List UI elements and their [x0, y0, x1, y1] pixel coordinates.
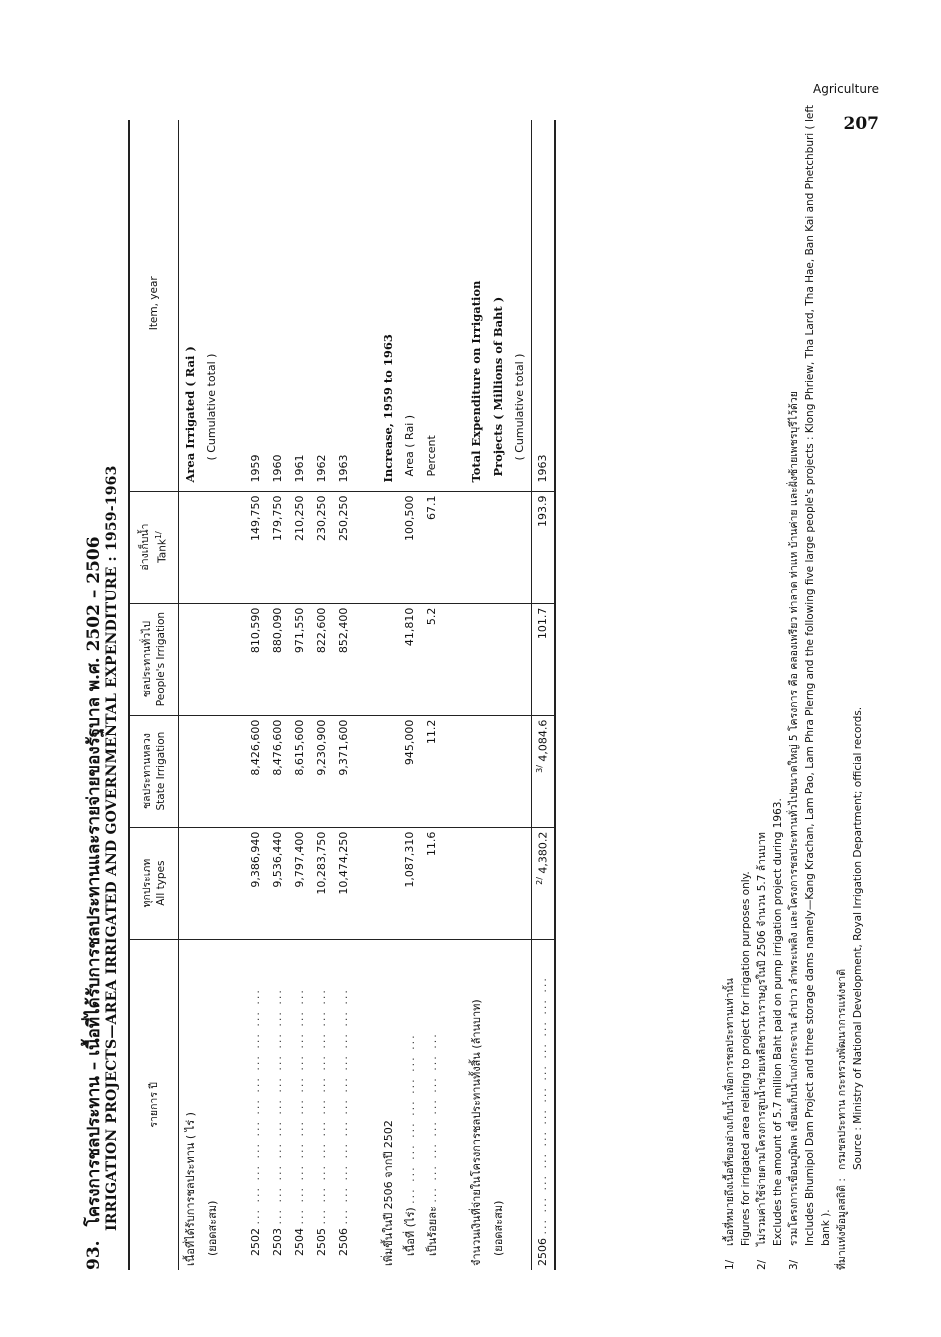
footnote-mark: 2/ [756, 1259, 768, 1270]
source-thai [834, 80, 850, 1270]
footnote-english: Excludes the amount of 5.7 million Baht paid on pump irrigation project during 1963. [772, 798, 784, 1246]
footnote-thai: เนื้อที่หมายถึงเนื้อที่ของอ่างเก็บน้ำเพื่อการชลประทานเท่านั้น [724, 978, 736, 1246]
row-label-english: Percent [421, 120, 443, 491]
title-english [104, 60, 120, 1270]
cell-state: 945,000 [399, 715, 421, 827]
source-english: Source : Ministry of National Development, Royal Irrigation Department; official records. [852, 706, 864, 1170]
cell-all-types: 9,536,440 [267, 827, 289, 939]
table-row: 2504 ... ... ... ... ... ... ... ... ... ... ... 9,797,400 8,615,600 971,550 210,250 1961 [289, 120, 311, 1270]
year-english: 1962 [311, 120, 333, 491]
col-all-types-english: All types [154, 860, 167, 906]
cell-state [531, 715, 555, 827]
col-tank-english: Tank [156, 539, 169, 563]
cell-people: 810,590 [245, 603, 267, 715]
footnotes [722, 80, 866, 1270]
cell-state: 9,371,600 [333, 715, 355, 827]
footnote-mark: 1/ [724, 1259, 736, 1270]
year-thai: 2505 [315, 1228, 328, 1256]
expenditure-subtitle-english: ( Cumulative total ) [509, 120, 532, 491]
cell-people: 971,550 [289, 603, 311, 715]
expenditure-title-thai: จำนวนเงินที่จ่ายในโครงการชลประทานทั้งสิ้น (ล้านบาท) [469, 999, 483, 1266]
footnote-english: Figures for irrigated area relating to project for irrigation purposes only. [740, 871, 752, 1246]
footnote-mark: 2/ [535, 877, 545, 885]
section-title-row [377, 120, 399, 1270]
year-english: 1960 [267, 120, 289, 491]
table-row: 2503 ... ... ... ... ... ... ... ... ... ... ... 9,536,440 8,476,600 880,090 179,750 1960 [267, 120, 289, 1270]
cell-tank: 179,750 [267, 491, 289, 603]
cell-all-types: 9,797,400 [289, 827, 311, 939]
row-label-english: Area ( Rai ) [399, 120, 421, 491]
section-subtitle-row [509, 120, 532, 1270]
section-header: Agriculture [813, 82, 879, 96]
cell-all-types: 11.6 [421, 827, 443, 939]
source-text-thai: กรมชลประทาน กระทรวงพัฒนาการแห่งชาติ [836, 968, 848, 1170]
table-row: 2506 ... ... ... ... ... ... ... ... ... ... ... 10,474,250 9,371,600 852,400 250,250 1963 [333, 120, 355, 1270]
section-subtitle-row [201, 120, 223, 1270]
year-thai: 2506 [337, 1228, 350, 1256]
footnote-thai: ไม่รวมค่าใช้จ่ายตามโครงการสูบน้ำช่วยเหลือชาวนาราษฎรในปี 2506 จำนวน 5.7 ล้านบาท [756, 832, 768, 1246]
col-state-thai: ชลประทานหลวง [140, 733, 153, 810]
cell-tank: 149,750 [245, 491, 267, 603]
title-thai-text: โครงการชลประทาน – เนื้อที่ได้รับการชลประทานและรายจ่ายของรัฐบาล พ.ศ. 2502 – 2506 [84, 536, 104, 1227]
cell-tank: 100,500 [399, 491, 421, 603]
row-label-thai: เป็นร้อยละ [425, 1206, 439, 1256]
cell-all-types: 9,386,940 [245, 827, 267, 939]
value: 4,084.6 [536, 719, 550, 762]
col-people-thai: ชลประทานทั่วไป [140, 620, 153, 698]
table-row: 2502 ... ... ... ... ... ... ... ... ... ... ... 9,386,940 8,426,600 810,590 149,750 1959 [245, 120, 267, 1270]
tank-footnote-mark: 1/ [154, 531, 163, 540]
cell-all-types: 10,474,250 [333, 827, 355, 939]
footnote [722, 80, 754, 1270]
cell-state: 9,230,900 [311, 715, 333, 827]
year-english: 1961 [289, 120, 311, 491]
table-row: 2506 ... ... ... ... ... ... ... ... ... ... ... ... $^{2/}$ 4,380.2 $^{3/}$ 4,084.6 101.7 193.9 1963 [531, 120, 555, 1270]
expenditure-title-english-2: Projects ( Millions of Baht ) [487, 120, 509, 491]
cell-people: 101.7 [531, 603, 555, 715]
table-row: 2505 ... ... ... ... ... ... ... ... ... ... ... 10,283,750 9,230,900 822,600 230,250 1962 [311, 120, 333, 1270]
footnote [786, 80, 834, 1270]
cell-people: 5.2 [421, 603, 443, 715]
col-header-thai-item: รายการ ปี [129, 939, 178, 1270]
year-english: 1963 [333, 120, 355, 491]
header-row [129, 120, 178, 1270]
footnote-thai: รวมโครงการเขื่อนภูมิพล เขื่อนเก็บน้ำแก่งกระจาน ลำปาว ลำพระเพลิง และโครงการชลประทานทั่วไปขนาดใหญ่ 5 โครงการ คือ คลองเพรียว ท่าลาด ท่าแห บ้านค่าย และฝั่งซ้ายเพชรบุรีไว้ด้วย [788, 391, 800, 1246]
cell-all-types: 1,087,310 [399, 827, 421, 939]
title-thai [80, 60, 107, 1270]
area-subtitle-thai: (ยอดสะสม) [205, 1200, 219, 1256]
cell-people: 41,810 [399, 603, 421, 715]
col-header-people [129, 603, 178, 715]
area-title-english: Area Irrigated ( Rai ) [178, 120, 201, 491]
cell-tank: 193.9 [531, 491, 555, 603]
section-title-row [178, 120, 201, 1270]
year-thai: 2504 [293, 1228, 306, 1256]
section-subtitle-row [487, 120, 509, 1270]
increase-title-english: Increase, 1959 to 1963 [377, 120, 399, 491]
cell-state: 8,615,600 [289, 715, 311, 827]
cell-tank: 210,250 [289, 491, 311, 603]
cell-tank: 67.1 [421, 491, 443, 603]
col-header-all-types [129, 827, 178, 939]
cell-state: 11.2 [421, 715, 443, 827]
section-title-row [465, 120, 487, 1270]
source-label-thai: ที่มาแห่งข้อมูลสถิติ : [836, 1178, 848, 1270]
cell-people: 852,400 [333, 603, 355, 715]
year-english: 1963 [531, 120, 555, 491]
area-title-thai: เนื้อที่ได้รับการชลประทาน ( ไร่ ) [183, 1112, 197, 1266]
cell-people: 880,090 [267, 603, 289, 715]
rotated-page-content [80, 60, 880, 1270]
title-english-text: IRRIGATION PROJECTS—AREA IRRIGATED AND GOVERNMENTAL EXPENDITURE : 1959-1963 [104, 465, 120, 1232]
page-number: 207 [843, 114, 879, 134]
cell-all-types: 10,283,750 [311, 827, 333, 939]
table-number: 93. [84, 1240, 104, 1270]
year-thai: 2502 [249, 1228, 262, 1256]
increase-title-thai: เพิ่มขึ้นในปี 2506 จากปี 2502 [381, 1120, 395, 1266]
source-english-row [850, 80, 866, 1270]
col-header-tank [129, 491, 178, 603]
footnote-mark: 3/ [535, 765, 545, 773]
year-thai: 2503 [271, 1228, 284, 1256]
cell-tank: 230,250 [311, 491, 333, 603]
col-all-types-thai: ทุกประเภท [140, 858, 153, 908]
cell-people: 822,600 [311, 603, 333, 715]
cell-tank: 250,250 [333, 491, 355, 603]
cell-state: 8,476,600 [267, 715, 289, 827]
col-header-state [129, 715, 178, 827]
cell-state: 8,426,600 [245, 715, 267, 827]
year-thai: 2506 [536, 1238, 549, 1266]
footnote-mark: 3/ [788, 1259, 800, 1270]
col-tank-thai: อ่างเก็บน้ำ [139, 523, 151, 571]
footnote [754, 80, 786, 1270]
col-state-english: State Irrigation [154, 731, 167, 811]
expenditure-title-english-1: Total Expenditure on Irrigation [465, 120, 487, 491]
year-english: 1959 [245, 120, 267, 491]
col-header-item-english: Item, year [129, 120, 178, 491]
footnote-english: Includes Bhumipol Dam Project and three storage dams namely—Kang Krachan, Lam Pao, Lam Phra Plerng and the following five large people's projects : Klong Phriew, Tha Lard, Tha Hae, Ban Kai and Phetchburi ( left bank ). [804, 105, 832, 1246]
table-row: เป็นร้อยละ ... ... ... ... ... ... ... ... 11.6 11.2 5.2 67.1 Percent [421, 120, 443, 1270]
row-label-thai: เนื้อที่ (ไร่) [403, 1207, 417, 1256]
area-subtitle-english: ( Cumulative total ) [201, 120, 223, 491]
irrigation-table [128, 120, 556, 1270]
value: 4,380.2 [536, 831, 550, 874]
expenditure-subtitle-thai: (ยอดสะสม) [491, 1200, 505, 1256]
col-people-english: People's Irrigation [154, 611, 167, 707]
table-row: เนื้อที่ (ไร่) ... ... ... ... ... ... ... ... 1,087,310 945,000 41,810 100,500 Area ( Rai ) [399, 120, 421, 1270]
cell-all-types [531, 827, 555, 939]
